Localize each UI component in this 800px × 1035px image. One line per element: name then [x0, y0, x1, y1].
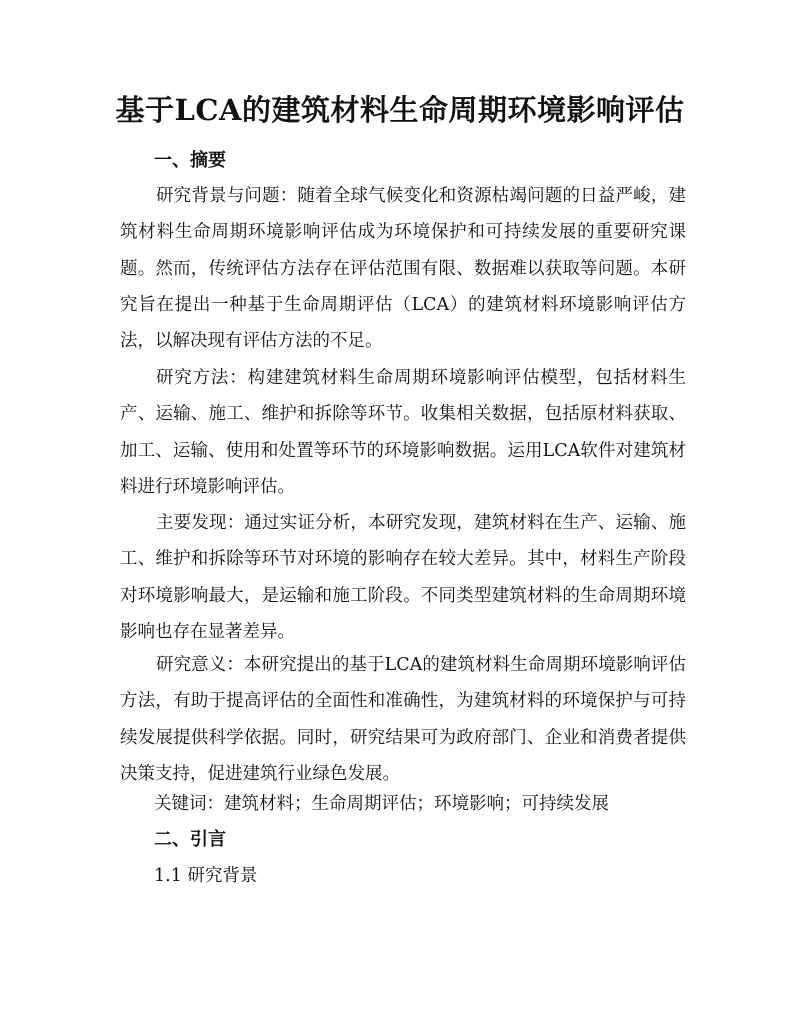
keywords-line: 关键词：建筑材料；生命周期评估；环境影响；可持续发展 — [154, 794, 609, 814]
abstract-paragraph-findings: 主要发现：通过实证分析，本研究发现，建筑材料在生产、运输、施工、维护和拆除等环节对环境的影响存在较大差异。其中，材料生产阶段对环境影响最大，是运输和施工阶段。不同类型建筑材料的生命周期环境影响也存在显著差异。 — [120, 513, 686, 642]
document-title: 基于LCA的建筑材料生命周期环境影响评估 — [115, 93, 685, 127]
abstract-heading: 一、摘要 — [154, 150, 226, 171]
abstract-paragraph-methods: 研究方法：构建建筑材料生命周期环境影响评估模型，包括材料生产、运输、施工、维护和拆除等环节。收集相关数据，包括原材料获取、加工、运输、使用和处置等环节的环境影响数据。运用LCA软件对建筑材料进行环境影响评估。 — [120, 368, 686, 497]
abstract-paragraph-background: 研究背景与问题：随着全球气候变化和资源枯竭问题的日益严峻，建筑材料生命周期环境影响评估成为环境保护和可持续发展的重要研究课题。然而，传统评估方法存在评估范围有限、数据难以获取等问题。本研究旨在提出一种基于生命周期评估（LCA）的建筑材料环境影响评估方法，以解决现有评估方法的不足。 — [120, 186, 686, 352]
abstract-paragraph-significance: 研究意义：本研究提出的基于LCA的建筑材料生命周期环境影响评估方法，有助于提高评估的全面性和准确性，为建筑材料的环境保护与可持续发展提供科学依据。同时，研究结果可为政府部门、企业和消费者提供决策支持，促进建筑行业绿色发展。 — [120, 655, 686, 784]
subsection-heading-1-1: 1.1 研究背景 — [154, 866, 258, 886]
introduction-heading: 二、引言 — [154, 829, 226, 850]
